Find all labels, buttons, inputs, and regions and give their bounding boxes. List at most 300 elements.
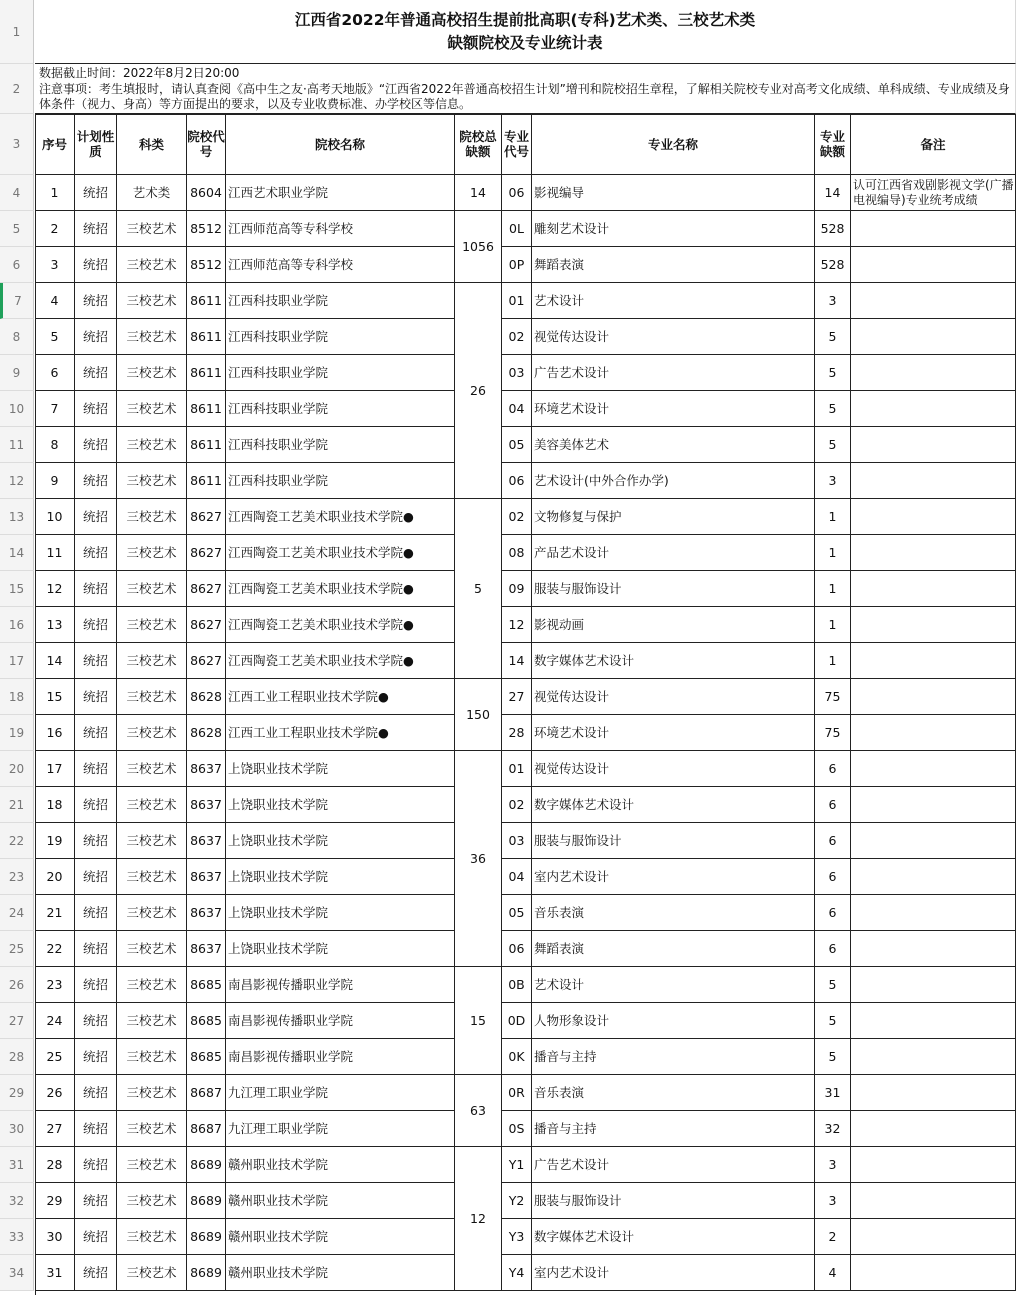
cell-remarks[interactable] (851, 931, 1016, 967)
cell-major-code[interactable]: Y2 (502, 1183, 532, 1219)
cell-category[interactable]: 三校艺术 (117, 319, 187, 355)
row-number[interactable]: 10 (0, 391, 34, 427)
cell-school-code[interactable]: 8689 (187, 1147, 226, 1183)
cell-plan-type[interactable]: 统招 (75, 427, 117, 463)
cell-major-vacancy[interactable]: 5 (815, 391, 851, 427)
cell-seq[interactable]: 8 (35, 427, 75, 463)
cell-seq[interactable]: 21 (35, 895, 75, 931)
cell-seq[interactable]: 4 (35, 283, 75, 319)
cell-school-code[interactable]: 8611 (187, 283, 226, 319)
cell-category[interactable]: 三校艺术 (117, 1219, 187, 1255)
cell-remarks[interactable] (851, 1255, 1016, 1291)
cell-major-vacancy[interactable]: 6 (815, 787, 851, 823)
row-number[interactable]: 28 (0, 1039, 34, 1075)
cell-major-name[interactable]: 视觉传达设计 (532, 679, 815, 715)
cell-remarks[interactable] (851, 535, 1016, 571)
cell-category[interactable]: 三校艺术 (117, 859, 187, 895)
cell-major-code[interactable]: 06 (502, 175, 532, 211)
cell-major-code[interactable]: 04 (502, 859, 532, 895)
cell-remarks[interactable] (851, 1111, 1016, 1147)
cell-remarks[interactable] (851, 1039, 1016, 1075)
cell-plan-type[interactable]: 统招 (75, 1111, 117, 1147)
row-number[interactable]: 8 (0, 319, 34, 355)
cell-school-code[interactable]: 8611 (187, 427, 226, 463)
cell-school-name[interactable]: 上饶职业技术学院 (226, 931, 455, 967)
cell-major-vacancy[interactable]: 14 (815, 175, 851, 211)
row-number[interactable]: 20 (0, 751, 34, 787)
cell-major-name[interactable]: 艺术设计 (532, 283, 815, 319)
cell-plan-type[interactable]: 统招 (75, 1183, 117, 1219)
cell-remarks[interactable] (851, 859, 1016, 895)
cell-school-name[interactable]: 江西艺术职业学院 (226, 175, 455, 211)
cell-school-name[interactable]: 上饶职业技术学院 (226, 823, 455, 859)
cell-school-code[interactable]: 8628 (187, 715, 226, 751)
cell-seq[interactable]: 17 (35, 751, 75, 787)
cell-major-name[interactable]: 美容美体艺术 (532, 427, 815, 463)
cell-major-code[interactable]: 0S (502, 1111, 532, 1147)
cell-major-vacancy[interactable]: 32 (815, 1111, 851, 1147)
header-plan-type[interactable]: 计划性质 (75, 114, 117, 175)
cell-school-name[interactable]: 江西工业工程职业技术学院● (226, 679, 455, 715)
cell-school-code[interactable]: 8628 (187, 679, 226, 715)
row-number[interactable]: 6 (0, 247, 34, 283)
cell-major-vacancy[interactable]: 5 (815, 427, 851, 463)
cell-major-code[interactable]: 0B (502, 967, 532, 1003)
header-major-vacancy[interactable]: 专业缺额 (815, 114, 851, 175)
cell-remarks[interactable] (851, 1003, 1016, 1039)
cell-seq[interactable]: 30 (35, 1219, 75, 1255)
cell-plan-type[interactable]: 统招 (75, 643, 117, 679)
cell-remarks[interactable] (851, 427, 1016, 463)
cell-school-code[interactable]: 8637 (187, 895, 226, 931)
cell-seq[interactable]: 10 (35, 499, 75, 535)
cell-remarks[interactable] (851, 1075, 1016, 1111)
cell-school-name[interactable]: 南昌影视传播职业学院 (226, 1039, 455, 1075)
cell-school-code[interactable]: 8512 (187, 247, 226, 283)
cell-school-code[interactable]: 8611 (187, 463, 226, 499)
cell-major-vacancy[interactable]: 1 (815, 499, 851, 535)
cell-category[interactable]: 三校艺术 (117, 1003, 187, 1039)
row-number[interactable]: 33 (0, 1219, 34, 1255)
cell-school-code[interactable]: 8627 (187, 499, 226, 535)
cell-plan-type[interactable]: 统招 (75, 823, 117, 859)
row-number[interactable]: 11 (0, 427, 34, 463)
cell-school-name[interactable]: 上饶职业技术学院 (226, 859, 455, 895)
cell-school-name[interactable]: 九江理工职业学院 (226, 1075, 455, 1111)
cell-major-vacancy[interactable]: 6 (815, 895, 851, 931)
row-number[interactable]: 24 (0, 895, 34, 931)
cell-major-code[interactable]: 14 (502, 643, 532, 679)
cell-school-total[interactable]: 14 (455, 175, 502, 211)
cell-category[interactable]: 艺术类 (117, 175, 187, 211)
cell-school-name[interactable]: 南昌影视传播职业学院 (226, 967, 455, 1003)
cell-remarks[interactable] (851, 211, 1016, 247)
cell-plan-type[interactable]: 统招 (75, 499, 117, 535)
cell-category[interactable]: 三校艺术 (117, 607, 187, 643)
cell-remarks[interactable] (851, 787, 1016, 823)
header-school-code[interactable]: 院校代号 (187, 114, 226, 175)
row-number[interactable]: 7 (0, 283, 34, 319)
cell-seq[interactable]: 2 (35, 211, 75, 247)
cell-school-name[interactable]: 江西陶瓷工艺美术职业技术学院● (226, 499, 455, 535)
header-category[interactable]: 科类 (117, 114, 187, 175)
cell-major-vacancy[interactable]: 1 (815, 607, 851, 643)
cell-remarks[interactable] (851, 1147, 1016, 1183)
cell-school-name[interactable]: 上饶职业技术学院 (226, 787, 455, 823)
cell-school-total[interactable]: 15 (455, 967, 502, 1075)
cell-major-name[interactable]: 艺术设计(中外合作办学) (532, 463, 815, 499)
cell-remarks[interactable] (851, 1219, 1016, 1255)
cell-major-name[interactable]: 数字媒体艺术设计 (532, 643, 815, 679)
row-number[interactable]: 5 (0, 211, 34, 247)
cell-major-code[interactable]: 01 (502, 283, 532, 319)
row-number[interactable]: 29 (0, 1075, 34, 1111)
cell-school-name[interactable]: 江西科技职业学院 (226, 355, 455, 391)
cell-seq[interactable]: 31 (35, 1255, 75, 1291)
cell-category[interactable]: 三校艺术 (117, 1039, 187, 1075)
cell-remarks[interactable] (851, 607, 1016, 643)
cell-school-name[interactable]: 赣州职业技术学院 (226, 1183, 455, 1219)
cell-remarks[interactable] (851, 895, 1016, 931)
cell-seq[interactable]: 27 (35, 1111, 75, 1147)
row-number[interactable]: 18 (0, 679, 34, 715)
cell-major-name[interactable]: 广告艺术设计 (532, 355, 815, 391)
cell-major-vacancy[interactable]: 5 (815, 355, 851, 391)
cell-seq[interactable]: 12 (35, 571, 75, 607)
cell-category[interactable]: 三校艺术 (117, 499, 187, 535)
cell-plan-type[interactable]: 统招 (75, 463, 117, 499)
cell-remarks[interactable] (851, 319, 1016, 355)
cell-major-code[interactable]: 05 (502, 427, 532, 463)
row-number[interactable]: 22 (0, 823, 34, 859)
cell-school-name[interactable]: 上饶职业技术学院 (226, 751, 455, 787)
cell-remarks[interactable] (851, 967, 1016, 1003)
cell-major-vacancy[interactable]: 5 (815, 1003, 851, 1039)
cell-school-code[interactable]: 8685 (187, 1003, 226, 1039)
cell-seq[interactable]: 20 (35, 859, 75, 895)
cell-school-name[interactable]: 江西师范高等专科学校 (226, 211, 455, 247)
cell-remarks[interactable] (851, 751, 1016, 787)
cell-school-code[interactable]: 8689 (187, 1219, 226, 1255)
cell-plan-type[interactable]: 统招 (75, 679, 117, 715)
cell-category[interactable]: 三校艺术 (117, 1111, 187, 1147)
cell-school-code[interactable]: 8687 (187, 1075, 226, 1111)
cell-major-name[interactable]: 舞蹈表演 (532, 931, 815, 967)
cell-major-vacancy[interactable]: 3 (815, 1183, 851, 1219)
cell-school-name[interactable]: 江西陶瓷工艺美术职业技术学院● (226, 643, 455, 679)
cell-seq[interactable]: 6 (35, 355, 75, 391)
cell-remarks[interactable]: 认可江西省戏剧影视文学(广播电视编导)专业统考成绩 (851, 175, 1016, 211)
cell-school-name[interactable]: 江西工业工程职业技术学院● (226, 715, 455, 751)
cell-category[interactable]: 三校艺术 (117, 823, 187, 859)
row-number[interactable]: 23 (0, 859, 34, 895)
cell-plan-type[interactable]: 统招 (75, 175, 117, 211)
cell-plan-type[interactable]: 统招 (75, 1255, 117, 1291)
cell-major-name[interactable]: 人物形象设计 (532, 1003, 815, 1039)
cell-major-code[interactable]: 0R (502, 1075, 532, 1111)
header-major-name[interactable]: 专业名称 (532, 114, 815, 175)
row-number[interactable]: 16 (0, 607, 34, 643)
cell-remarks[interactable] (851, 643, 1016, 679)
cell-major-code[interactable]: Y1 (502, 1147, 532, 1183)
cell-category[interactable]: 三校艺术 (117, 1255, 187, 1291)
cell-school-name[interactable]: 江西陶瓷工艺美术职业技术学院● (226, 535, 455, 571)
cell-seq[interactable]: 23 (35, 967, 75, 1003)
cell-category[interactable]: 三校艺术 (117, 463, 187, 499)
cell-major-code[interactable]: 05 (502, 895, 532, 931)
cell-school-name[interactable]: 江西科技职业学院 (226, 463, 455, 499)
cell-school-total[interactable]: 12 (455, 1147, 502, 1291)
cell-major-code[interactable]: 0P (502, 247, 532, 283)
row-number[interactable]: 1 (0, 0, 34, 64)
cell-category[interactable]: 三校艺术 (117, 571, 187, 607)
cell-major-name[interactable]: 舞蹈表演 (532, 247, 815, 283)
cell-major-name[interactable]: 服装与服饰设计 (532, 1183, 815, 1219)
cell-major-code[interactable]: 0L (502, 211, 532, 247)
cell-school-code[interactable]: 8637 (187, 931, 226, 967)
cell-major-name[interactable]: 文物修复与保护 (532, 499, 815, 535)
cell-seq[interactable]: 7 (35, 391, 75, 427)
cell-school-name[interactable]: 赣州职业技术学院 (226, 1255, 455, 1291)
cell-seq[interactable]: 28 (35, 1147, 75, 1183)
header-seq[interactable]: 序号 (35, 114, 75, 175)
cell-plan-type[interactable]: 统招 (75, 1147, 117, 1183)
cell-school-code[interactable]: 8627 (187, 535, 226, 571)
row-number[interactable]: 3 (0, 114, 34, 175)
cell-plan-type[interactable]: 统招 (75, 571, 117, 607)
cell-plan-type[interactable]: 统招 (75, 1039, 117, 1075)
cell-category[interactable]: 三校艺术 (117, 643, 187, 679)
notice-text[interactable] (35, 64, 1016, 114)
cell-major-code[interactable]: 09 (502, 571, 532, 607)
cell-school-code[interactable]: 8637 (187, 823, 226, 859)
cell-major-name[interactable]: 音乐表演 (532, 895, 815, 931)
cell-major-code[interactable]: 12 (502, 607, 532, 643)
cell-school-total[interactable]: 1056 (455, 211, 502, 283)
cell-major-name[interactable]: 播音与主持 (532, 1111, 815, 1147)
cell-school-total[interactable]: 63 (455, 1075, 502, 1147)
cell-major-name[interactable]: 服装与服饰设计 (532, 571, 815, 607)
cell-category[interactable]: 三校艺术 (117, 283, 187, 319)
cell-plan-type[interactable]: 统招 (75, 859, 117, 895)
header-school-name[interactable]: 院校名称 (226, 114, 455, 175)
cell-major-name[interactable]: 广告艺术设计 (532, 1147, 815, 1183)
cell-major-vacancy[interactable]: 528 (815, 211, 851, 247)
cell-major-vacancy[interactable]: 3 (815, 463, 851, 499)
cell-seq[interactable]: 22 (35, 931, 75, 967)
cell-school-code[interactable]: 8637 (187, 859, 226, 895)
cell-plan-type[interactable]: 统招 (75, 895, 117, 931)
cell-seq[interactable]: 5 (35, 319, 75, 355)
cell-category[interactable]: 三校艺术 (117, 427, 187, 463)
cell-school-code[interactable]: 8637 (187, 787, 226, 823)
cell-major-vacancy[interactable]: 1 (815, 643, 851, 679)
cell-school-code[interactable]: 8689 (187, 1255, 226, 1291)
row-number[interactable]: 34 (0, 1255, 34, 1291)
cell-major-vacancy[interactable]: 6 (815, 859, 851, 895)
cell-major-vacancy[interactable]: 5 (815, 967, 851, 1003)
cell-major-vacancy[interactable]: 2 (815, 1219, 851, 1255)
cell-remarks[interactable] (851, 283, 1016, 319)
cell-school-code[interactable]: 8687 (187, 1111, 226, 1147)
cell-plan-type[interactable]: 统招 (75, 751, 117, 787)
cell-school-total[interactable]: 26 (455, 283, 502, 499)
cell-major-vacancy[interactable]: 1 (815, 571, 851, 607)
cell-major-name[interactable]: 环境艺术设计 (532, 391, 815, 427)
cell-school-name[interactable]: 南昌影视传播职业学院 (226, 1003, 455, 1039)
cell-major-vacancy[interactable]: 4 (815, 1255, 851, 1291)
cell-category[interactable]: 三校艺术 (117, 1183, 187, 1219)
cell-seq[interactable]: 29 (35, 1183, 75, 1219)
cell-major-vacancy[interactable]: 5 (815, 319, 851, 355)
cell-major-name[interactable]: 影视编导 (532, 175, 815, 211)
header-remarks[interactable]: 备注 (851, 114, 1016, 175)
cell-major-code[interactable]: 04 (502, 391, 532, 427)
row-number[interactable]: 32 (0, 1183, 34, 1219)
header-school-total[interactable]: 院校总缺额 (455, 114, 502, 175)
cell-remarks[interactable] (851, 247, 1016, 283)
cell-seq[interactable]: 13 (35, 607, 75, 643)
cell-category[interactable]: 三校艺术 (117, 355, 187, 391)
cell-school-name[interactable]: 江西师范高等专科学校 (226, 247, 455, 283)
cell-school-name[interactable]: 赣州职业技术学院 (226, 1219, 455, 1255)
cell-seq[interactable]: 25 (35, 1039, 75, 1075)
row-number[interactable]: 14 (0, 535, 34, 571)
cell-major-name[interactable]: 产品艺术设计 (532, 535, 815, 571)
cell-remarks[interactable] (851, 679, 1016, 715)
cell-seq[interactable]: 9 (35, 463, 75, 499)
row-number[interactable]: 26 (0, 967, 34, 1003)
cell-school-name[interactable]: 九江理工职业学院 (226, 1111, 455, 1147)
cell-seq[interactable]: 16 (35, 715, 75, 751)
cell-major-code[interactable]: 0D (502, 1003, 532, 1039)
cell-category[interactable]: 三校艺术 (117, 1075, 187, 1111)
cell-major-name[interactable]: 影视动画 (532, 607, 815, 643)
cell-seq[interactable]: 14 (35, 643, 75, 679)
cell-seq[interactable]: 11 (35, 535, 75, 571)
cell-major-vacancy[interactable]: 6 (815, 751, 851, 787)
cell-seq[interactable]: 3 (35, 247, 75, 283)
row-number[interactable]: 2 (0, 64, 34, 114)
cell-school-total[interactable]: 36 (455, 751, 502, 967)
cell-major-name[interactable]: 视觉传达设计 (532, 319, 815, 355)
cell-plan-type[interactable]: 统招 (75, 1003, 117, 1039)
cell-major-vacancy[interactable]: 1 (815, 535, 851, 571)
cell-school-code[interactable]: 8627 (187, 607, 226, 643)
cell-plan-type[interactable]: 统招 (75, 535, 117, 571)
cell-school-name[interactable]: 江西科技职业学院 (226, 319, 455, 355)
cell-plan-type[interactable]: 统招 (75, 319, 117, 355)
cell-major-code[interactable]: Y3 (502, 1219, 532, 1255)
cell-major-vacancy[interactable]: 75 (815, 679, 851, 715)
cell-plan-type[interactable]: 统招 (75, 355, 117, 391)
cell-school-name[interactable]: 江西科技职业学院 (226, 391, 455, 427)
cell-major-code[interactable]: 01 (502, 751, 532, 787)
cell-remarks[interactable] (851, 463, 1016, 499)
cell-plan-type[interactable]: 统招 (75, 283, 117, 319)
row-number[interactable]: 27 (0, 1003, 34, 1039)
cell-major-code[interactable]: 02 (502, 787, 532, 823)
row-number[interactable]: 13 (0, 499, 34, 535)
cell-category[interactable]: 三校艺术 (117, 751, 187, 787)
row-number[interactable]: 19 (0, 715, 34, 751)
cell-remarks[interactable] (851, 571, 1016, 607)
cell-major-name[interactable]: 雕刻艺术设计 (532, 211, 815, 247)
cell-school-code[interactable]: 8685 (187, 1039, 226, 1075)
cell-plan-type[interactable]: 统招 (75, 247, 117, 283)
row-number[interactable]: 4 (0, 175, 34, 211)
cell-major-vacancy[interactable]: 3 (815, 1147, 851, 1183)
cell-major-code[interactable]: 0K (502, 1039, 532, 1075)
cell-school-code[interactable]: 8611 (187, 355, 226, 391)
row-number[interactable]: 25 (0, 931, 34, 967)
cell-school-code[interactable]: 8512 (187, 211, 226, 247)
row-number[interactable]: 31 (0, 1147, 34, 1183)
cell-major-name[interactable]: 视觉传达设计 (532, 751, 815, 787)
cell-major-code[interactable]: 06 (502, 931, 532, 967)
cell-major-name[interactable]: 数字媒体艺术设计 (532, 1219, 815, 1255)
cell-major-code[interactable]: Y4 (502, 1255, 532, 1291)
cell-remarks[interactable] (851, 715, 1016, 751)
cell-school-code[interactable]: 8627 (187, 571, 226, 607)
row-number[interactable]: 17 (0, 643, 34, 679)
cell-major-code[interactable]: 03 (502, 823, 532, 859)
cell-major-code[interactable]: 03 (502, 355, 532, 391)
cell-school-code[interactable]: 8611 (187, 319, 226, 355)
cell-school-code[interactable]: 8604 (187, 175, 226, 211)
cell-school-total[interactable]: 5 (455, 499, 502, 679)
cell-plan-type[interactable]: 统招 (75, 211, 117, 247)
cell-remarks[interactable] (851, 355, 1016, 391)
cell-plan-type[interactable]: 统招 (75, 931, 117, 967)
cell-plan-type[interactable]: 统招 (75, 1219, 117, 1255)
cell-remarks[interactable] (851, 1183, 1016, 1219)
cell-school-code[interactable]: 8685 (187, 967, 226, 1003)
cell-school-name[interactable]: 江西陶瓷工艺美术职业技术学院● (226, 607, 455, 643)
cell-category[interactable]: 三校艺术 (117, 211, 187, 247)
cell-school-name[interactable]: 江西陶瓷工艺美术职业技术学院● (226, 571, 455, 607)
cell-school-name[interactable]: 江西科技职业学院 (226, 283, 455, 319)
cell-major-code[interactable]: 28 (502, 715, 532, 751)
cell-category[interactable]: 三校艺术 (117, 931, 187, 967)
row-number[interactable]: 9 (0, 355, 34, 391)
cell-category[interactable]: 三校艺术 (117, 1147, 187, 1183)
cell-plan-type[interactable]: 统招 (75, 715, 117, 751)
cell-major-vacancy[interactable]: 528 (815, 247, 851, 283)
cell-seq[interactable]: 15 (35, 679, 75, 715)
cell-major-name[interactable]: 室内艺术设计 (532, 1255, 815, 1291)
cell-plan-type[interactable]: 统招 (75, 967, 117, 1003)
row-number[interactable]: 21 (0, 787, 34, 823)
cell-seq[interactable]: 18 (35, 787, 75, 823)
cell-school-name[interactable]: 江西科技职业学院 (226, 427, 455, 463)
row-number[interactable]: 12 (0, 463, 34, 499)
cell-plan-type[interactable]: 统招 (75, 1075, 117, 1111)
cell-major-code[interactable]: 02 (502, 319, 532, 355)
cell-category[interactable]: 三校艺术 (117, 895, 187, 931)
cell-major-code[interactable]: 06 (502, 463, 532, 499)
cell-major-vacancy[interactable]: 31 (815, 1075, 851, 1111)
cell-category[interactable]: 三校艺术 (117, 787, 187, 823)
cell-category[interactable]: 三校艺术 (117, 247, 187, 283)
cell-major-code[interactable]: 27 (502, 679, 532, 715)
cell-category[interactable]: 三校艺术 (117, 391, 187, 427)
cell-major-name[interactable]: 环境艺术设计 (532, 715, 815, 751)
cell-school-code[interactable]: 8611 (187, 391, 226, 427)
cell-school-code[interactable]: 8689 (187, 1183, 226, 1219)
cell-major-name[interactable]: 音乐表演 (532, 1075, 815, 1111)
cell-major-vacancy[interactable]: 6 (815, 823, 851, 859)
